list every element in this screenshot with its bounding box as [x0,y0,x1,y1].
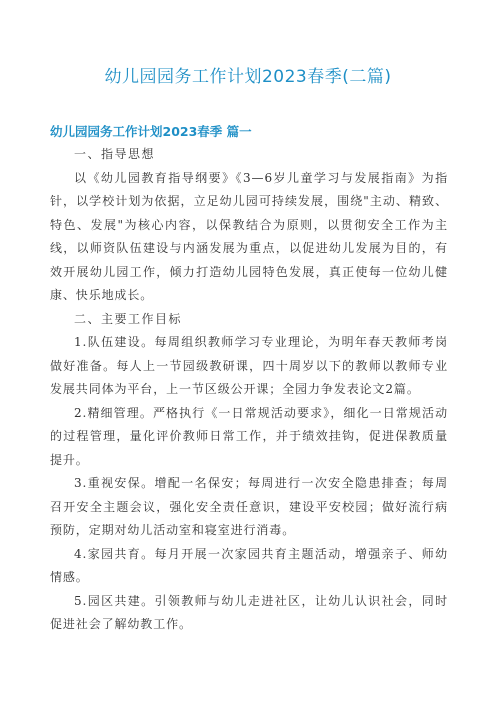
document-title: 幼儿园园务工作计划2023春季(二篇) [104,67,392,87]
section-title: 幼儿园园务工作计划2023春季 篇一 [50,124,252,139]
paragraph-safety: 3.重视安保。增配一名保安；每周进行一次安全隐患排查；每周召开安全主题会议，强化安全责任意识，建设平安校园；做好流行病预防，定期对幼儿活动室和寝室进行消毒。 [50,476,448,537]
document-body [50,143,448,637]
paragraph-home-school: 4.家园共育。每月开展一次家园共育主题活动，增强亲子、师幼情感。 [50,546,448,584]
heading-main-goals: 二、主要工作目标 [74,311,183,326]
paragraph-community: 5.园区共建。引领教师与幼儿走进社区，让幼儿认识社会，同时促进社会了解幼教工作。 [50,593,448,631]
paragraph-guiding-ideology: 以《幼儿园教育指导纲要》《3—6岁儿童学习与发展指南》为指针，以学校计划为依据，立足幼儿园可持续发展，围绕"主动、精致、特色、发展"为核心内容，以保教结合为原则，以贯彻安全工作为主线，以师资队伍建设与内涵发展为重点，以促进幼儿发展为目的，有效开展幼儿园工作，倾力打造幼儿园特色发展，真正使每一位幼儿健康、快乐地成长。 [50,170,448,302]
heading-guiding-ideology: 一、指导思想 [74,147,156,161]
paragraph-team-building: 1.队伍建设。每周组织教师学习专业理论，为明年春天教师考岗做好准备。每人上一节园级教研课，四十周岁以下的教师以教师专业发展共同体为平台，上一节区级公开课；全园力争发表论文2篇。 [50,335,448,396]
paragraph-fine-management: 2.精细管理。严格执行《一日常规活动要求》，细化一日常规活动的过程管理，量化评价教师日常工作，并于绩效挂钩，促进保教质量提升。 [50,405,448,467]
